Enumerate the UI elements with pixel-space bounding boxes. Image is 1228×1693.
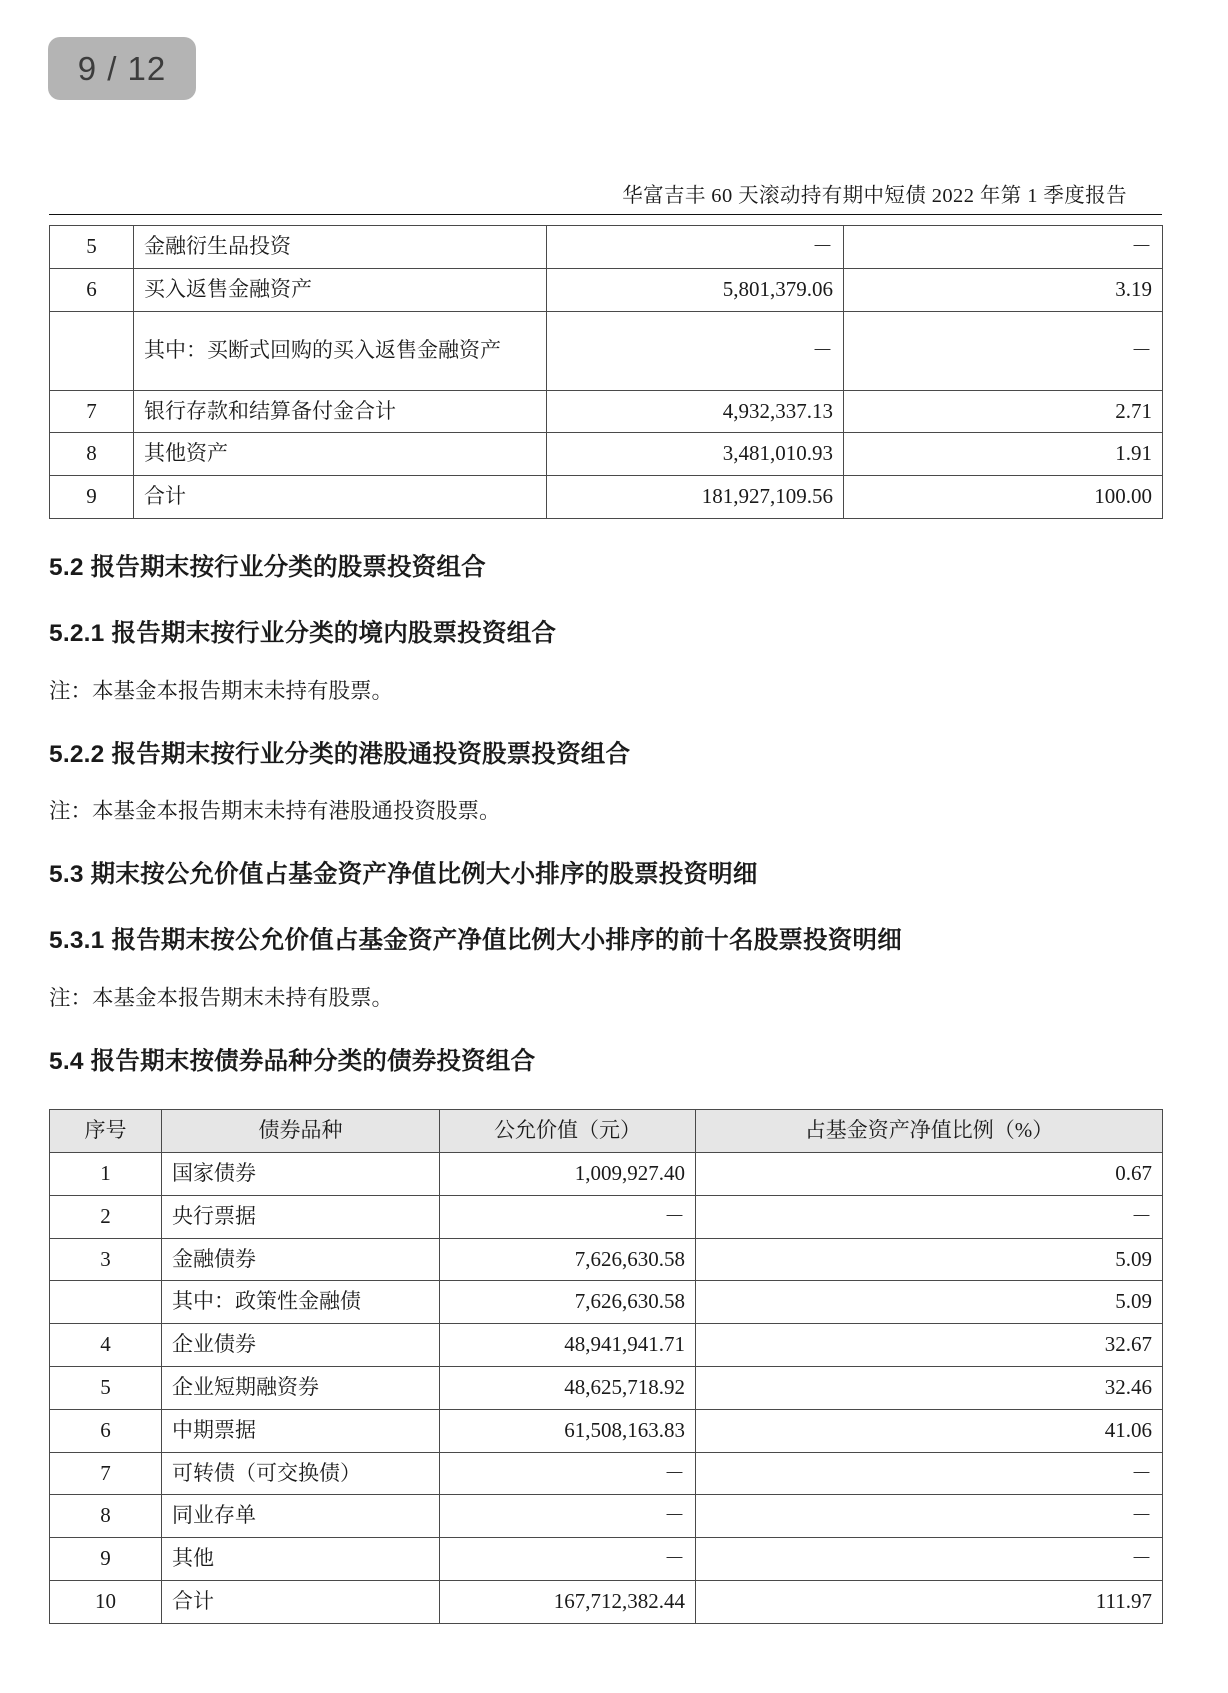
document-page bbox=[49, 178, 1162, 1624]
table-row bbox=[50, 1409, 1163, 1452]
running-header: 华富吉丰 60 天滚动持有期中短债 2022 年第 1 季度报告 bbox=[622, 185, 1127, 207]
table-row bbox=[50, 1152, 1163, 1195]
row-index: 9 bbox=[50, 1538, 162, 1581]
row-percent: 32.67 bbox=[696, 1324, 1163, 1367]
row-label: 合计 bbox=[134, 476, 547, 519]
row-percent: 5.09 bbox=[696, 1281, 1163, 1324]
row-fair-value: 167,712,382.44 bbox=[440, 1581, 696, 1624]
row-index: 1 bbox=[50, 1152, 162, 1195]
row-index: 4 bbox=[50, 1324, 162, 1367]
row-percent: 5.09 bbox=[696, 1238, 1163, 1281]
row-label: 合计 bbox=[162, 1581, 440, 1624]
header-divider bbox=[49, 214, 1162, 215]
note-5-3-1: 注：本基金本报告期末未持有股票。 bbox=[49, 985, 394, 1010]
table-row bbox=[50, 1367, 1163, 1410]
heading-5-3: 5.3 期末按公允价值占基金资产净值比例大小排序的股票投资明细 bbox=[49, 861, 758, 889]
row-fair-value: － bbox=[440, 1195, 696, 1238]
note-5-2-1: 注：本基金本报告期末未持有股票。 bbox=[49, 678, 394, 703]
row-fair-value: 7,626,630.58 bbox=[440, 1238, 696, 1281]
table-header-row bbox=[50, 1110, 1163, 1153]
table-row bbox=[50, 268, 1163, 311]
row-index: 8 bbox=[50, 433, 134, 476]
row-percent: 32.46 bbox=[696, 1367, 1163, 1410]
row-label: 其他资产 bbox=[134, 433, 547, 476]
row-label: 其中：政策性金融债 bbox=[162, 1281, 440, 1324]
heading-5-3-1: 5.3.1 报告期末按公允价值占基金资产净值比例大小排序的前十名股票投资明细 bbox=[49, 927, 902, 955]
row-percent: 1.91 bbox=[844, 433, 1163, 476]
row-label: 银行存款和结算备付金合计 bbox=[134, 390, 547, 433]
row-percent: 111.97 bbox=[696, 1581, 1163, 1624]
bond-type-table-body bbox=[50, 1152, 1163, 1623]
row-percent: － bbox=[844, 311, 1163, 390]
row-index: 8 bbox=[50, 1495, 162, 1538]
row-label: 同业存单 bbox=[162, 1495, 440, 1538]
row-label: 其中：买断式回购的买入返售金融资产 bbox=[134, 311, 547, 390]
row-index: 5 bbox=[50, 1367, 162, 1410]
row-fair-value: 4,932,337.13 bbox=[547, 390, 844, 433]
row-index: 10 bbox=[50, 1581, 162, 1624]
row-fair-value: 5,801,379.06 bbox=[547, 268, 844, 311]
row-index: 2 bbox=[50, 1195, 162, 1238]
table-row bbox=[50, 311, 1163, 390]
page-indicator-badge bbox=[48, 37, 196, 100]
row-label: 企业债券 bbox=[162, 1324, 440, 1367]
row-percent: － bbox=[844, 226, 1163, 269]
row-index bbox=[50, 1281, 162, 1324]
heading-5-2-2: 5.2.2 报告期末按行业分类的港股通投资股票投资组合 bbox=[49, 740, 631, 768]
asset-allocation-table bbox=[49, 225, 1163, 519]
row-percent: － bbox=[696, 1538, 1163, 1581]
table-row bbox=[50, 1195, 1163, 1238]
table-row bbox=[50, 476, 1163, 519]
row-fair-value: 181,927,109.56 bbox=[547, 476, 844, 519]
table-row bbox=[50, 390, 1163, 433]
bond-type-table-head bbox=[50, 1110, 1163, 1153]
table-row bbox=[50, 1495, 1163, 1538]
row-label: 金融衍生品投资 bbox=[134, 226, 547, 269]
asset-allocation-table-body bbox=[50, 226, 1163, 519]
row-index: 5 bbox=[50, 226, 134, 269]
row-label: 央行票据 bbox=[162, 1195, 440, 1238]
row-label: 国家债券 bbox=[162, 1152, 440, 1195]
heading-5-4: 5.4 报告期末按债券品种分类的债券投资组合 bbox=[49, 1047, 536, 1075]
row-fair-value: 7,626,630.58 bbox=[440, 1281, 696, 1324]
row-label: 可转债（可交换债） bbox=[162, 1452, 440, 1495]
page-indicator-label: 9 / 12 bbox=[77, 49, 167, 87]
row-percent: 41.06 bbox=[696, 1409, 1163, 1452]
row-label: 买入返售金融资产 bbox=[134, 268, 547, 311]
row-percent: － bbox=[696, 1452, 1163, 1495]
table-row bbox=[50, 1281, 1163, 1324]
row-label: 金融债券 bbox=[162, 1238, 440, 1281]
row-percent: － bbox=[696, 1495, 1163, 1538]
row-label: 中期票据 bbox=[162, 1409, 440, 1452]
row-index: 7 bbox=[50, 1452, 162, 1495]
row-fair-value: － bbox=[547, 226, 844, 269]
row-fair-value: 3,481,010.93 bbox=[547, 433, 844, 476]
row-percent: － bbox=[696, 1195, 1163, 1238]
row-fair-value: 48,941,941.71 bbox=[440, 1324, 696, 1367]
column-header: 债券品种 bbox=[162, 1110, 440, 1153]
row-index: 9 bbox=[50, 476, 134, 519]
row-fair-value: 48,625,718.92 bbox=[440, 1367, 696, 1410]
row-label: 企业短期融资券 bbox=[162, 1367, 440, 1410]
column-header: 公允价值（元） bbox=[440, 1110, 696, 1153]
table-row bbox=[50, 1538, 1163, 1581]
row-fair-value: － bbox=[440, 1538, 696, 1581]
row-fair-value: － bbox=[440, 1452, 696, 1495]
row-percent: 2.71 bbox=[844, 390, 1163, 433]
row-index: 6 bbox=[50, 1409, 162, 1452]
row-fair-value: 1,009,927.40 bbox=[440, 1152, 696, 1195]
table-row bbox=[50, 433, 1163, 476]
row-percent: 3.19 bbox=[844, 268, 1163, 311]
column-header: 序号 bbox=[50, 1110, 162, 1153]
row-index: 3 bbox=[50, 1238, 162, 1281]
row-fair-value: 61,508,163.83 bbox=[440, 1409, 696, 1452]
row-index: 6 bbox=[50, 268, 134, 311]
table-row bbox=[50, 1324, 1163, 1367]
row-index bbox=[50, 311, 134, 390]
note-5-2-2: 注：本基金本报告期末未持有港股通投资股票。 bbox=[49, 799, 501, 824]
bond-type-table bbox=[49, 1109, 1163, 1624]
row-percent: 0.67 bbox=[696, 1152, 1163, 1195]
row-label: 其他 bbox=[162, 1538, 440, 1581]
row-index: 7 bbox=[50, 390, 134, 433]
heading-5-2: 5.2 报告期末按行业分类的股票投资组合 bbox=[49, 554, 486, 582]
row-percent: 100.00 bbox=[844, 476, 1163, 519]
table-row bbox=[50, 1581, 1163, 1624]
heading-5-2-1: 5.2.1 报告期末按行业分类的境内股票投资组合 bbox=[49, 620, 557, 648]
table-row bbox=[50, 1238, 1163, 1281]
row-fair-value: － bbox=[440, 1495, 696, 1538]
row-fair-value: － bbox=[547, 311, 844, 390]
column-header: 占基金资产净值比例（%） bbox=[696, 1110, 1163, 1153]
table-row bbox=[50, 1452, 1163, 1495]
table-row bbox=[50, 226, 1163, 269]
